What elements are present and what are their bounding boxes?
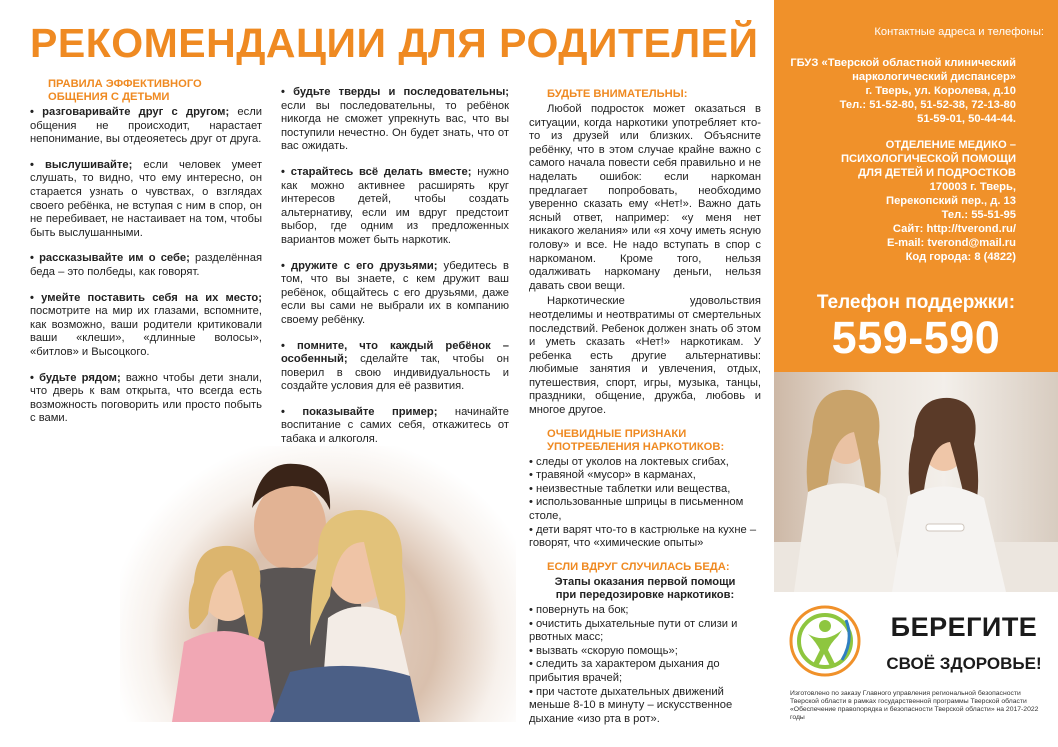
tip-item: • помните, что каждый ребёнок – особенный; сделайте так, чтобы он поверил в свою индивидуальность и создайте условия для её развития. <box>281 339 509 393</box>
paragraph: Наркотические удовольствия неотделимы и неотвратимы от смертельных последствий. Ребенок должен знать об этом и уметь сказать «Нет!» наркотикам. У ребенка есть другие альтернативы: любимые занятия и увлечения, отдых, путешествия, спорт, игры, музыка, танцы, праздники, общение, дружба, любовь и многое другое. <box>529 295 761 417</box>
contacts-header: Контактные адреса и телефоны: <box>874 26 1044 38</box>
contact-line: 51-59-01, 50-44-44. <box>917 113 1016 125</box>
support-phone: 559-590 <box>831 312 1001 363</box>
section-heading-signs: ОЧЕВИДНЫЕ ПРИЗНАКИ УПОТРЕБЛЕНИЯ НАРКОТИКОВ: <box>547 427 725 453</box>
contact-line: 170003 г. Тверь, <box>929 181 1016 193</box>
contact-line: ПСИХОЛОГИЧЕСКОЙ ПОМОЩИ <box>841 153 1016 165</box>
contacts-panel <box>774 0 1058 747</box>
first-aid-step: • при частоте дыхательных движений меньше 8-10 в минуту – искусственное дыхание «изо рта в рот». <box>529 685 733 725</box>
first-aid-step: • повернуть на бок; <box>529 604 629 616</box>
first-aid-step: • следить за характером дыхания до прибытия врачей; <box>529 658 720 684</box>
contact-line: Сайт: http://tverond.ru/ <box>892 223 1016 235</box>
contact-line: наркологический диспансер» <box>852 71 1016 83</box>
support-label: Телефон поддержки: <box>816 292 1016 313</box>
first-aid-step: • вызвать «скорую помощь»; <box>529 644 678 657</box>
column-communication-rules <box>30 78 262 438</box>
contact-line: ГБУЗ «Тверской областной клинический <box>790 57 1016 69</box>
life-yes-logo <box>784 600 866 682</box>
contact-line: Тел.: 51-52-80, 51-52-38, 72-13-80 <box>839 99 1016 111</box>
contact-line: г. Тверь, ул. Королева, д.10 <box>865 85 1016 97</box>
rule-item: • выслушивайте; если человек умеет слушать, то видно, что ему интересно, он старается узнать о чувствах, о взглядах своего ребёнка, не вступая с ним в спор, он не перебивает, не настаивает на том, чтобы быть выслушанными. <box>30 158 262 239</box>
section-heading: ПРАВИЛА ЭФФЕКТИВНОГО ОБЩЕНИЯ С ДЕТЬМИ <box>48 78 202 103</box>
sign-item: • использованные шприцы в письменном столе, <box>529 496 744 523</box>
mother-daughter-illustration <box>774 372 1058 592</box>
family-illustration <box>120 446 516 722</box>
contact-line: ОТДЕЛЕНИЕ МЕДИКО – <box>885 139 1016 151</box>
paragraph: Любой подросток может оказаться в ситуации, когда наркотики употребляет кто-то из друзей или близких. Объясните ребёнку, что в этом случае крайне важно с самого начала повести себя правильно и не наделать ошибок: если наркоман предлагает попробовать, необходимо уверенно сказать ему «Нет!». Важно дать ясный ответ, например: «у меня нет никакого желания» или «я хочу иметь ясную голову» и все. Не надо вступать в спор с наркоманом. Кроме того, нельзя одалживать наркоману деньги, нельзя давать свои вещи. <box>529 103 761 292</box>
slogan-line2: СВОЁ ЗДОРОВЬЕ! <box>886 654 1042 673</box>
tip-item: • показывайте пример; начинайте воспитание с самих себя, откажитесь от табака и алкоголя. <box>281 405 509 446</box>
contact-list <box>776 56 1016 264</box>
mother-daughter-photo <box>774 372 1058 592</box>
column-parenting-tips <box>281 86 509 459</box>
logo-emblem-icon <box>784 600 866 682</box>
contact-line: Код города: 8 (4822) <box>905 251 1016 263</box>
rule-item: • будьте рядом; важно чтобы дети знали, что дверь к вам открыта, что всегда есть возможность поговорить или просто побыть с вами. <box>30 371 262 425</box>
contact-line: Перекопский пер., д. 13 <box>886 195 1016 207</box>
sign-item: • следы от уколов на локтевых сгибах, <box>529 455 729 468</box>
rule-item: • рассказывайте им о себе; разделённая беда – это полбеды, как говорят. <box>30 252 262 278</box>
first-aid-subheading: Этапы оказания первой помощи при передозировке наркотиков: <box>554 575 736 602</box>
rule-item: • умейте поставить себя на их место; посмотрите на мир их глазами, вспомните, как возможно, ваши родители критиковали ваши «клеши», «длинные волосы», «битлов» и Высоцкого. <box>30 291 262 358</box>
tip-item: • старайтесь всё делать вместе; нужно как можно активнее расширять круг интересов детей, чтобы создать альтернативу, если им вдруг предстоит выбор, где одним из предложенных вариантов может быть наркотик. <box>281 165 510 246</box>
family-photo <box>120 446 516 722</box>
column-attention <box>529 88 761 726</box>
fine-print: Изготовлено по заказу Главного управления региональной безопасности Тверской области в рамках государственной программы Тверской области «Обеспечение правопорядка и безопасности Тверской области» на 2017-2022 годы <box>790 690 1039 721</box>
tip-item: • дружите с его друзьями; убедитесь в том, что вы знаете, с кем дружит ваш ребёнок, общайтесь с его друзьями, даже если вы сами не выбрали их в компанию своему ребёнку. <box>281 259 509 326</box>
page-title: РЕКОМЕНДАЦИИ ДЛЯ РОДИТЕЛЕЙ <box>30 20 759 66</box>
tip-item: • будьте тверды и последовательны; если вы последовательны, то ребёнок никогда не сможет упрекнуть вас, что вы поступили нечестно. Он будет знать, что от вас ожидать. <box>281 86 509 153</box>
slogan-line1: БЕРЕГИТЕ <box>890 612 1038 642</box>
sign-item: • дети варят что-то в кастрюльке на кухне – говорят, что «химические опыты» <box>529 523 757 550</box>
rule-item: • разговаривайте друг с другом; если общения не происходит, нарастает непонимание, вы отдеояетесь друг от друга. <box>30 106 262 146</box>
section-heading-emergency: ЕСЛИ ВДРУГ СЛУЧИЛАСЬ БЕДА: <box>547 560 730 573</box>
sign-item: • неизвестные таблетки или вещества, <box>529 482 731 495</box>
first-aid-step: • очистить дыхательные пути от слизи и рвотных масс; <box>529 617 738 644</box>
sign-item: • травяной «мусор» в карманах, <box>529 469 696 482</box>
contact-line: E-mail: tverond@mail.ru <box>886 237 1016 249</box>
contact-line: ДЛЯ ДЕТЕЙ И ПОДРОСТКОВ <box>858 167 1016 179</box>
section-heading-attention: БУДЬТЕ ВНИМАТЕЛЬНЫ: <box>547 88 688 100</box>
contact-line: Тел.: 55-51-95 <box>941 209 1016 221</box>
